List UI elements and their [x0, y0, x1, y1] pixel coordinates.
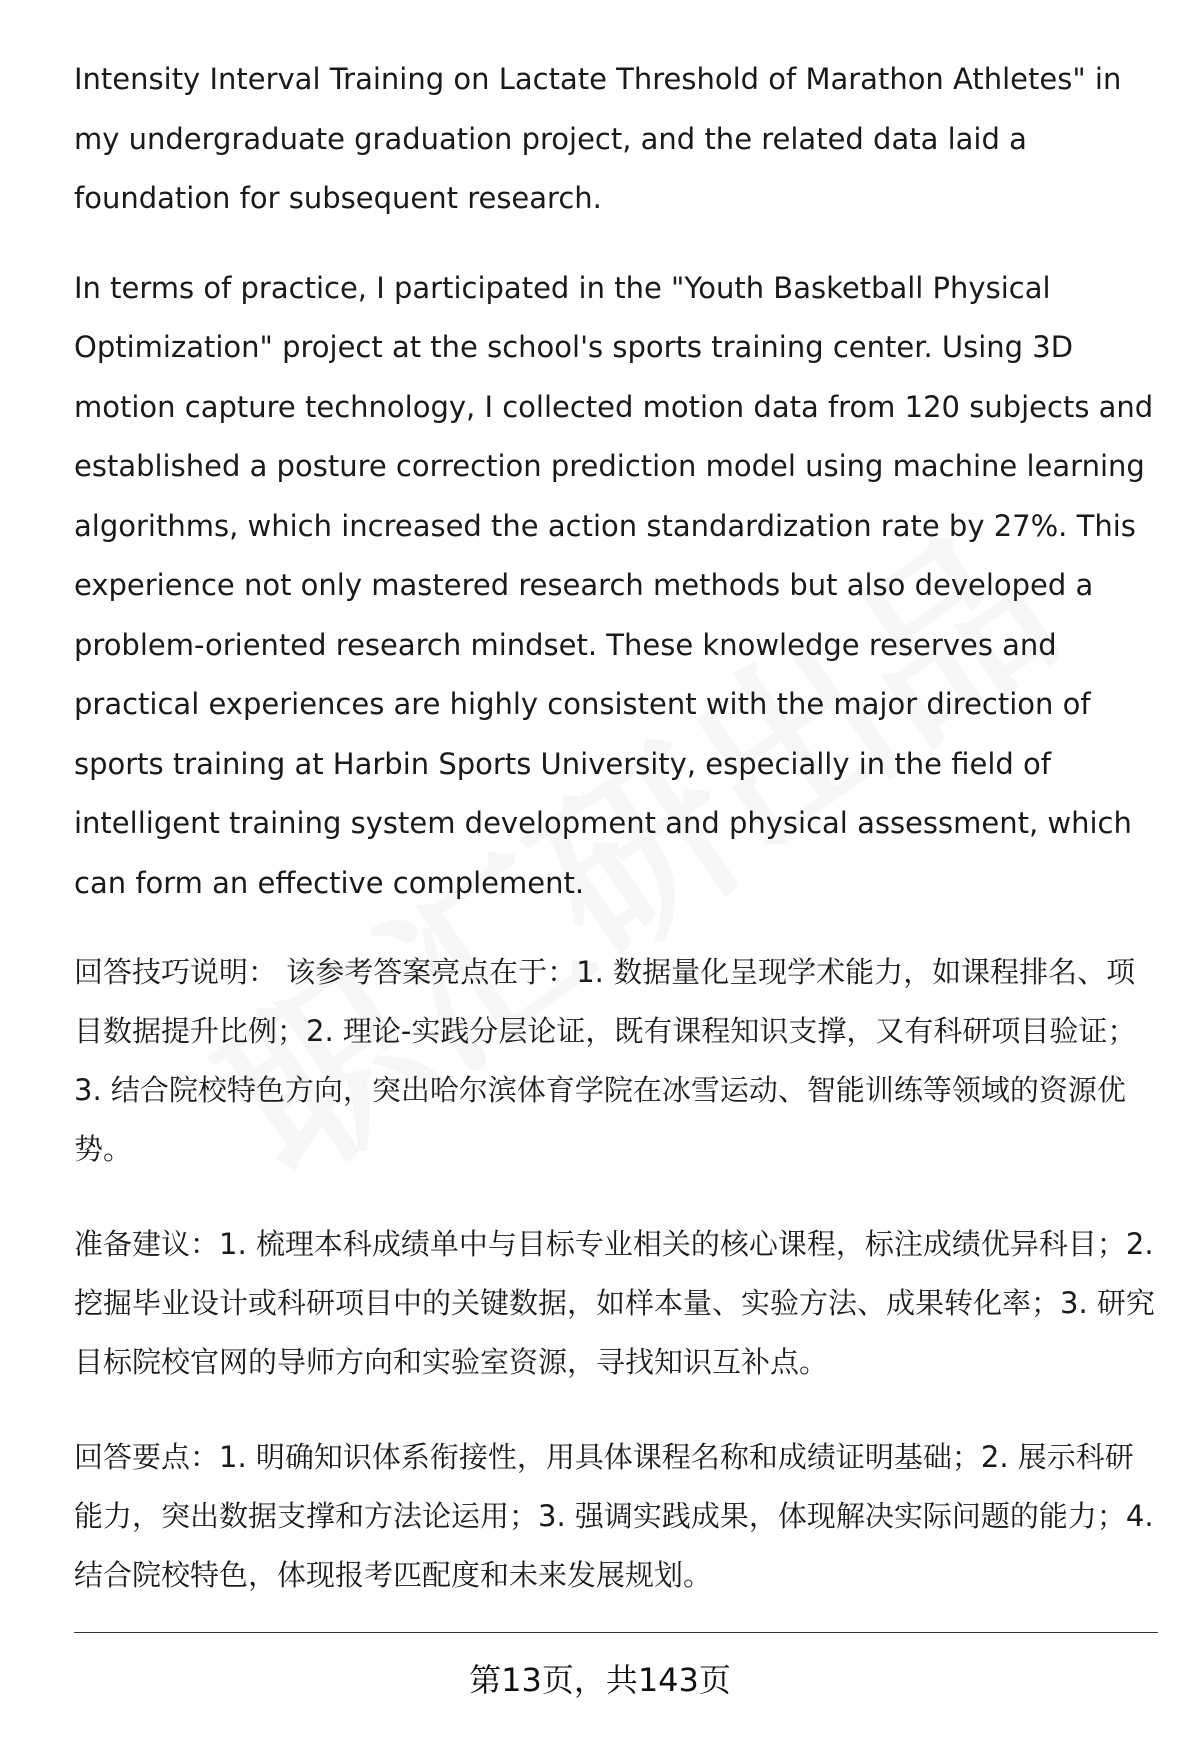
- paragraph-practice: In terms of practice, I participated in the "Youth Basketball Physical Optimization" project at the school's sports training center. Using 3D motion capture technology, I collected motion data from 120 subjects and established a posture correction prediction model using machine learning algorithms, which increased the action standardization rate by 27%. This experience not only mastered research methods but also developed a problem-oriented research mindset. These knowledge reserves and practical experiences are highly consistent with the major direction of sports training at Harbin Sports University, especially in the field of intelligent training system development and physical assessment, which can form an effective complement.: [74, 270, 1154, 900]
- footer-divider: [74, 1632, 1158, 1633]
- paragraph-preparation-advice: 准备建议：1. 梳理本科成绩单中与目标专业相关的核心课程，标注成绩优异科目；2. 挖掘毕业设计或科研项目中的关键数据，如样本量、实验方法、成果转化率；3. 研究目标院校官网的导师方向和实验室资源，寻找知识互补点。: [74, 1227, 1155, 1379]
- page-number: 第13页，共143页: [469, 1661, 731, 1699]
- paragraph-research-continuation: Intensity Interval Training on Lactate Threshold of Marathon Athletes" in my undergraduate graduation project, and the related data laid a foundation for subsequent research.: [74, 62, 1122, 215]
- document-body: [74, 50, 1160, 1641]
- paragraph-answer-key-points: 回答要点：1. 明确知识体系衔接性，用具体课程名称和成绩证明基础；2. 展示科研能力，突出数据支撑和方法论运用；3. 强调实践成果，体现解决实际问题的能力；4. 结合院校特色，体现报考匹配度和未来发展规划。: [74, 1440, 1154, 1592]
- paragraph-answer-tips: 回答技巧说明： 该参考答案亮点在于：1. 数据量化呈现学术能力，如课程排名、项目数据提升比例；2. 理论-实践分层论证，既有课程知识支撑，又有科研项目验证；3. 结合院校特色方向，突出哈尔滨体育学院在冰雪运动、智能训练等领域的资源优势。: [74, 955, 1137, 1166]
